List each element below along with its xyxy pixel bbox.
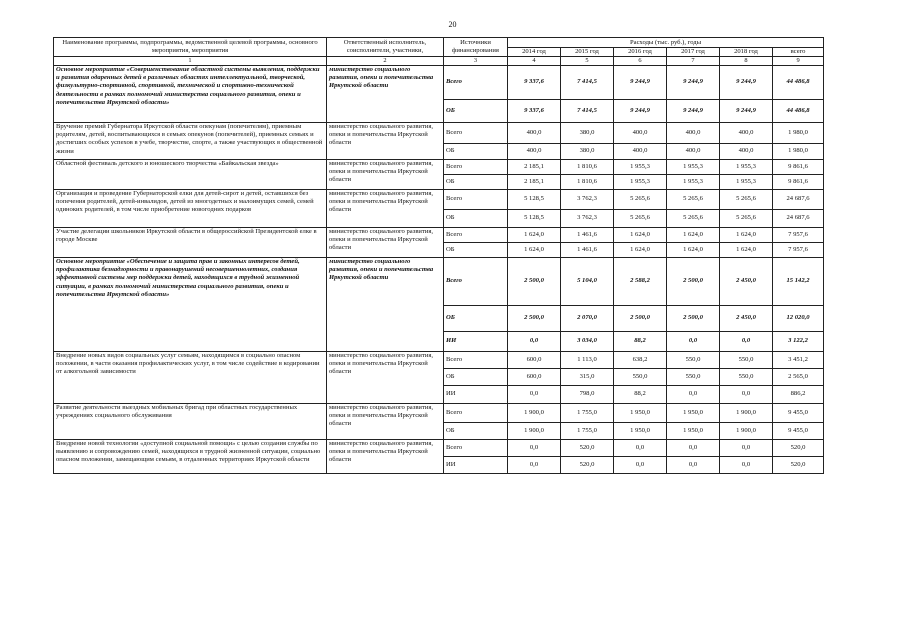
table-body (54, 66, 824, 474)
value-2014: 1 624,0 (508, 243, 561, 258)
measure-name: Вручение премий Губернатора Иркутской области опекунам (попечителям), приемным родителям, детей, воспитывающихся в семьях опекунов (попечителей), приемных семьях и достигших особых успехов в учебе, творчестве, спорте, а также участвующих в общественной жизни (54, 123, 327, 160)
value-2017: 0,0 (667, 332, 720, 352)
value-2018: 0,0 (720, 332, 773, 352)
value-2015: 520,0 (561, 457, 614, 474)
responsible-executor: министерство социального развития, опеки и попечительства Иркутской области (327, 258, 444, 352)
table-row (54, 440, 824, 457)
value-2016: 88,2 (614, 332, 667, 352)
column-number: 1 (54, 57, 327, 66)
value-2018: 0,0 (720, 386, 773, 404)
table-row (54, 228, 824, 243)
value-2018: 550,0 (720, 352, 773, 369)
page-number: 20 (448, 20, 457, 29)
funding-source: Всего (444, 160, 508, 175)
value-2016: 5 265,6 (614, 210, 667, 228)
value-2016: 2 500,0 (614, 306, 667, 332)
value-total: 520,0 (773, 457, 824, 474)
table-row (54, 160, 824, 175)
funding-source: ИИ (444, 457, 508, 474)
measure-name: Областной фестиваль детского и юношеского творчества «Байкальская звезда» (54, 160, 327, 190)
responsible-executor: министерство социального развития, опеки и попечительства Иркутской области (327, 123, 444, 160)
funding-source: Всего (444, 440, 508, 457)
value-2015: 380,0 (561, 123, 614, 144)
value-2016: 9 244,9 (614, 66, 667, 100)
value-2017: 2 500,0 (667, 306, 720, 332)
funding-source: Всего (444, 123, 508, 144)
value-2014: 600,0 (508, 369, 561, 386)
value-2018: 1 955,3 (720, 160, 773, 175)
funding-source: ОБ (444, 369, 508, 386)
value-total: 1 980,0 (773, 144, 824, 160)
value-2014: 1 624,0 (508, 228, 561, 243)
value-2018: 550,0 (720, 369, 773, 386)
value-2015: 2 070,0 (561, 306, 614, 332)
value-2015: 1 810,6 (561, 175, 614, 190)
value-2015: 380,0 (561, 144, 614, 160)
value-2015: 7 414,5 (561, 66, 614, 100)
value-total: 3 122,2 (773, 332, 824, 352)
table-row (54, 258, 824, 306)
column-number: 7 (667, 57, 720, 66)
value-2017: 0,0 (667, 386, 720, 404)
value-total: 1 980,0 (773, 123, 824, 144)
measure-name: Основное мероприятие «Совершенствование областной системы выявления, поддержки и развития одаренных детей в различных областях интеллектуальной, творческой, физкультурно-спортивной, спортивной, технической и спортивно-технической деятельности в рамках полномочий министерства социального развития, опеки и попечительства Иркутской области» (54, 66, 327, 123)
column-number: 9 (773, 57, 824, 66)
header-year-2018: 2018 год (720, 48, 773, 57)
value-2016: 1 955,3 (614, 160, 667, 175)
value-2015: 3 762,3 (561, 210, 614, 228)
responsible-executor: министерство социального развития, опеки и попечительства Иркутской области (327, 228, 444, 258)
value-2014: 600,0 (508, 352, 561, 369)
value-total: 9 861,6 (773, 160, 824, 175)
value-2014: 1 900,0 (508, 423, 561, 440)
table-row (54, 404, 824, 423)
funding-source: Всего (444, 352, 508, 369)
value-total: 24 687,6 (773, 210, 824, 228)
funding-source: ОБ (444, 175, 508, 190)
value-2017: 1 950,0 (667, 423, 720, 440)
value-2018: 1 900,0 (720, 404, 773, 423)
value-2017: 400,0 (667, 144, 720, 160)
header-year-2016: 2016 год (614, 48, 667, 57)
value-2018: 1 624,0 (720, 228, 773, 243)
value-2014: 0,0 (508, 332, 561, 352)
value-total: 44 486,8 (773, 100, 824, 123)
value-2015: 798,0 (561, 386, 614, 404)
value-2017: 5 265,6 (667, 210, 720, 228)
value-total: 886,2 (773, 386, 824, 404)
value-2014: 2 185,1 (508, 160, 561, 175)
funding-source: ОБ (444, 306, 508, 332)
value-2018: 400,0 (720, 123, 773, 144)
funding-source: ИИ (444, 386, 508, 404)
value-2015: 7 414,5 (561, 100, 614, 123)
measure-name: Развитие деятельности выездных мобильных бригад при областных государственных учреждениях социального обслуживания (54, 404, 327, 440)
value-2015: 1 810,6 (561, 160, 614, 175)
value-2017: 1 950,0 (667, 404, 720, 423)
value-2018: 9 244,9 (720, 66, 773, 100)
value-2016: 9 244,9 (614, 100, 667, 123)
value-total: 520,0 (773, 440, 824, 457)
value-2016: 1 624,0 (614, 243, 667, 258)
value-2016: 400,0 (614, 123, 667, 144)
funding-source: Всего (444, 258, 508, 306)
column-number: 8 (720, 57, 773, 66)
value-2018: 5 265,6 (720, 210, 773, 228)
table-row (54, 123, 824, 144)
value-2016: 2 588,2 (614, 258, 667, 306)
table-row (54, 190, 824, 210)
value-2014: 0,0 (508, 457, 561, 474)
header-year-2017: 2017 год (667, 48, 720, 57)
value-2015: 520,0 (561, 440, 614, 457)
value-2015: 3 034,0 (561, 332, 614, 352)
value-2014: 2 500,0 (508, 306, 561, 332)
value-total: 9 455,0 (773, 423, 824, 440)
value-2018: 0,0 (720, 457, 773, 474)
value-2016: 400,0 (614, 144, 667, 160)
funding-source: ИИ (444, 332, 508, 352)
value-total: 7 957,6 (773, 228, 824, 243)
responsible-executor: министерство социального развития, опеки и попечительства Иркутской области (327, 404, 444, 440)
header-year-2015: 2015 год (561, 48, 614, 57)
value-2018: 2 450,0 (720, 306, 773, 332)
value-2016: 1 950,0 (614, 404, 667, 423)
column-number: 2 (327, 57, 444, 66)
value-2018: 1 955,3 (720, 175, 773, 190)
value-2015: 5 104,0 (561, 258, 614, 306)
measure-name: Основное мероприятие «Обеспечение и защита прав и законных интересов детей, профилактика безнадзорности и правонарушений несовершеннолетних, создания эффективной системы мер поддержки детей, находящихся в трудной жизненной ситуации, в рамках полномочий министерства социального развития, опеки и попечительства Иркутской области» (54, 258, 327, 352)
value-2017: 9 244,9 (667, 66, 720, 100)
header-name: Наименование программы, подпрограммы, ведомственной целевой программы, основного мероприятия, мероприятия (54, 38, 327, 57)
value-2018: 1 900,0 (720, 423, 773, 440)
value-2017: 0,0 (667, 440, 720, 457)
value-2018: 400,0 (720, 144, 773, 160)
responsible-executor: министерство социального развития, опеки и попечительства Иркутской области (327, 190, 444, 228)
value-2016: 1 624,0 (614, 228, 667, 243)
value-2017: 1 955,3 (667, 175, 720, 190)
funding-source: Всего (444, 228, 508, 243)
value-2016: 638,2 (614, 352, 667, 369)
value-2017: 5 265,6 (667, 190, 720, 210)
value-2016: 0,0 (614, 440, 667, 457)
column-number: 5 (561, 57, 614, 66)
value-2014: 400,0 (508, 123, 561, 144)
funding-source: Всего (444, 190, 508, 210)
table-row (54, 66, 824, 100)
value-total: 24 687,6 (773, 190, 824, 210)
column-number: 3 (444, 57, 508, 66)
value-total: 7 957,6 (773, 243, 824, 258)
value-total: 3 451,2 (773, 352, 824, 369)
value-2014: 1 900,0 (508, 404, 561, 423)
value-total: 44 486,8 (773, 66, 824, 100)
value-2016: 1 955,3 (614, 175, 667, 190)
value-2015: 3 762,3 (561, 190, 614, 210)
funding-source: ОБ (444, 423, 508, 440)
value-2017: 9 244,9 (667, 100, 720, 123)
value-2015: 1 461,6 (561, 243, 614, 258)
value-2018: 9 244,9 (720, 100, 773, 123)
value-2017: 400,0 (667, 123, 720, 144)
value-2017: 550,0 (667, 369, 720, 386)
funding-source: ОБ (444, 243, 508, 258)
funding-source: Всего (444, 404, 508, 423)
value-2017: 1 955,3 (667, 160, 720, 175)
header-expenses: Расходы (тыс. руб.), годы (508, 38, 824, 48)
header-responsible: Ответственный исполнитель, соисполнители, участники, (327, 38, 444, 57)
value-2016: 88,2 (614, 386, 667, 404)
responsible-executor: министерство социального развития, опеки и попечительства Иркутской области (327, 440, 444, 474)
responsible-executor: министерство социального развития, опеки и попечительства Иркутской области (327, 352, 444, 404)
value-2014: 9 337,6 (508, 100, 561, 123)
value-total: 12 020,0 (773, 306, 824, 332)
value-total: 9 861,6 (773, 175, 824, 190)
value-2017: 2 500,0 (667, 258, 720, 306)
responsible-executor: министерство социального развития, опеки и попечительства Иркутской области (327, 66, 444, 123)
value-2015: 1 755,0 (561, 404, 614, 423)
measure-name: Участие делегации школьников Иркутской области в общероссийской Президентской елке в городе Москве (54, 228, 327, 258)
value-2014: 400,0 (508, 144, 561, 160)
value-2015: 315,0 (561, 369, 614, 386)
value-2015: 1 113,0 (561, 352, 614, 369)
value-2014: 9 337,6 (508, 66, 561, 100)
value-2016: 5 265,6 (614, 190, 667, 210)
value-2017: 550,0 (667, 352, 720, 369)
funding-source: ОБ (444, 210, 508, 228)
value-2014: 5 128,5 (508, 210, 561, 228)
value-total: 9 455,0 (773, 404, 824, 423)
value-2018: 1 624,0 (720, 243, 773, 258)
responsible-executor: министерство социального развития, опеки и попечительства Иркутской области (327, 160, 444, 190)
funding-source: ОБ (444, 100, 508, 123)
value-2014: 2 500,0 (508, 258, 561, 306)
measure-name: Организация и проведение Губернаторской елки для детей-сирот и детей, оставшихся без попечения родителей, детей-инвалидов, детей из многодетных и малоимущих семей, семей одиноких родителей, в том числе приобретение новогодних подарков (54, 190, 327, 228)
header-sources: Источники финансирования (444, 38, 508, 57)
value-2018: 5 265,6 (720, 190, 773, 210)
value-2016: 550,0 (614, 369, 667, 386)
value-2014: 5 128,5 (508, 190, 561, 210)
value-2017: 0,0 (667, 457, 720, 474)
value-2017: 1 624,0 (667, 228, 720, 243)
value-total: 2 565,0 (773, 369, 824, 386)
value-2018: 0,0 (720, 440, 773, 457)
funding-source: ОБ (444, 144, 508, 160)
value-2014: 0,0 (508, 440, 561, 457)
header-total: всего (773, 48, 824, 57)
value-2015: 1 755,0 (561, 423, 614, 440)
value-2017: 1 624,0 (667, 243, 720, 258)
measure-name: Внедрение новых видов социальных услуг семьям, находящимся в социально опасном положении, в части оказания профилактических услуг, в том числе содействие в кодировании от алкогольной зависимости (54, 352, 327, 404)
value-2014: 2 185,1 (508, 175, 561, 190)
value-2015: 1 461,6 (561, 228, 614, 243)
value-2016: 1 950,0 (614, 423, 667, 440)
expenses-table (53, 37, 824, 474)
value-2016: 0,0 (614, 457, 667, 474)
value-2014: 0,0 (508, 386, 561, 404)
column-number: 6 (614, 57, 667, 66)
value-total: 15 142,2 (773, 258, 824, 306)
header-year-2014: 2014 год (508, 48, 561, 57)
value-2018: 2 450,0 (720, 258, 773, 306)
column-number: 4 (508, 57, 561, 66)
funding-source: Всего (444, 66, 508, 100)
table-row (54, 352, 824, 369)
measure-name: Внедрение новой технологии «доступной социальной помощи» с целью создания службы по выявлению и сопровождению семей, находящихся в трудной жизненной ситуации, социально опасном положении, замещающим семьям, в отдаленных территориях Иркутской области (54, 440, 327, 474)
